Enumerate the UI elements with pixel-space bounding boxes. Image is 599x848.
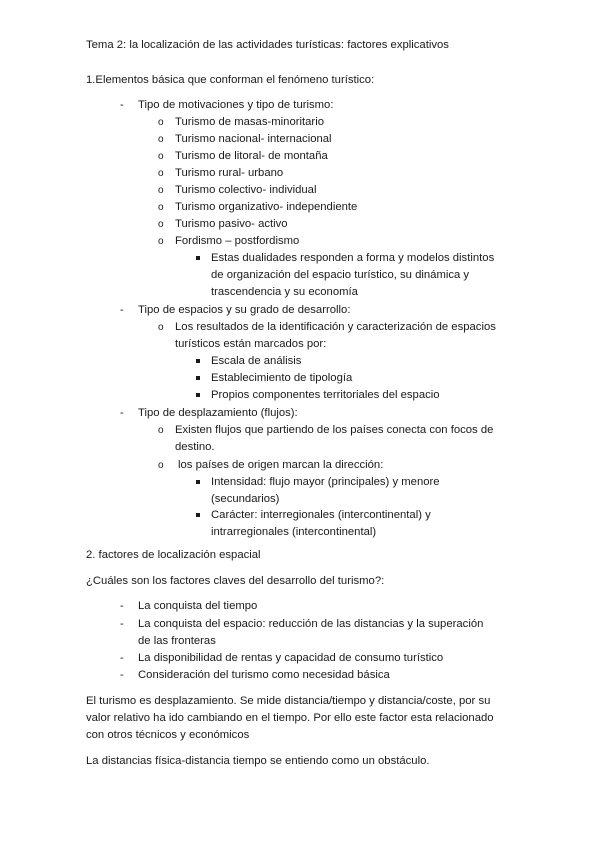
section-1-heading: 1.Elementos básica que conforman el fenómeno turístico:	[86, 74, 375, 86]
factor-item: La disponibilidad de rentas y capacidad de consumo turístico	[138, 652, 444, 664]
list-item: Turismo nacional- internacional	[175, 133, 332, 145]
square-bullet	[196, 376, 200, 380]
factor-item-continuation: de las fronteras	[138, 635, 216, 647]
note-line: Estas dualidades responden a forma y modelos distintos	[211, 252, 495, 264]
circle-bullet: o	[158, 425, 164, 436]
dash-bullet: -	[120, 304, 124, 316]
dash-bullet: -	[120, 99, 124, 111]
list-item: Fordismo – postfordismo	[175, 235, 300, 247]
square-bullet	[196, 359, 200, 363]
item-espacios: Tipo de espacios y su grado de desarrollo:	[138, 304, 351, 316]
section-2-question: ¿Cuáles son los factores claves del desarrollo del turismo?:	[86, 575, 385, 587]
list-item-continuation: destino.	[175, 441, 215, 453]
paragraph-final: La distancias física-distancia tiempo se entiendo como un obstáculo.	[86, 755, 430, 767]
list-item: Turismo de masas-minoritario	[175, 116, 324, 128]
paragraph-line: con otros técnicos y económicos	[86, 729, 250, 741]
circle-bullet: o	[158, 236, 164, 247]
factor-item: Consideración del turismo como necesidad básica	[138, 669, 390, 681]
circle-bullet: o	[158, 219, 164, 230]
point-item: Escala de análisis	[211, 355, 302, 367]
dash-bullet: -	[120, 407, 124, 419]
list-item: Turismo colectivo- individual	[175, 184, 317, 196]
dash-bullet: -	[120, 669, 124, 681]
square-bullet	[196, 393, 200, 397]
circle-bullet: o	[158, 185, 164, 196]
list-item: Turismo de litoral- de montaña	[175, 150, 328, 162]
paragraph-line: valor relativo ha ido cambiando en el tiempo. Por ello este factor esta relacionado	[86, 712, 494, 724]
list-item: los países de origen marcan la dirección:	[178, 459, 384, 471]
circle-bullet: o	[158, 322, 164, 333]
note-line: trascendencia y su economía	[211, 286, 358, 298]
section-2-heading: 2. factores de localización espacial	[86, 549, 261, 561]
point-item: Intensidad: flujo mayor (principales) y menore	[211, 476, 440, 488]
list-item: Turismo pasivo- activo	[175, 218, 288, 230]
square-bullet	[196, 513, 200, 517]
circle-bullet: o	[158, 460, 164, 471]
dash-bullet: -	[120, 600, 124, 612]
circle-bullet: o	[158, 117, 164, 128]
square-bullet	[196, 256, 200, 260]
circle-bullet: o	[158, 151, 164, 162]
list-item-continuation: turísticos están marcados por:	[175, 338, 327, 350]
point-item-continuation: (secundarios)	[211, 493, 280, 505]
circle-bullet: o	[158, 168, 164, 179]
dash-bullet: -	[120, 652, 124, 664]
document-title: Tema 2: la localización de las actividades turísticas: factores explicativos	[86, 39, 449, 51]
factor-item: La conquista del tiempo	[138, 600, 258, 612]
point-item: Carácter: interregionales (intercontinental) y	[211, 509, 431, 521]
point-item: Propios componentes territoriales del espacio	[211, 389, 440, 401]
square-bullet	[196, 480, 200, 484]
item-desplazamiento: Tipo de desplazamiento (flujos):	[138, 407, 298, 419]
list-item: Existen flujos que partiendo de los países conecta con focos de	[175, 424, 494, 436]
point-item-continuation: intrarregionales (intercontinental)	[211, 526, 377, 538]
list-item: Turismo rural- urbano	[175, 167, 284, 179]
circle-bullet: o	[158, 134, 164, 145]
point-item: Establecimiento de tipología	[211, 372, 353, 384]
list-item: Los resultados de la identificación y caracterización de espacios	[175, 321, 496, 333]
circle-bullet: o	[158, 202, 164, 213]
note-line: de organización del espacio turístico, su dinámica y	[211, 269, 470, 281]
list-item: Turismo organizativo- independiente	[175, 201, 358, 213]
factor-item: La conquista del espacio: reducción de las distancias y la superación	[138, 618, 484, 630]
paragraph-line: El turismo es desplazamiento. Se mide distancia/tiempo y distancia/coste, por su	[86, 695, 491, 707]
dash-bullet: -	[120, 618, 124, 630]
item-motivaciones: Tipo de motivaciones y tipo de turismo:	[138, 99, 334, 111]
